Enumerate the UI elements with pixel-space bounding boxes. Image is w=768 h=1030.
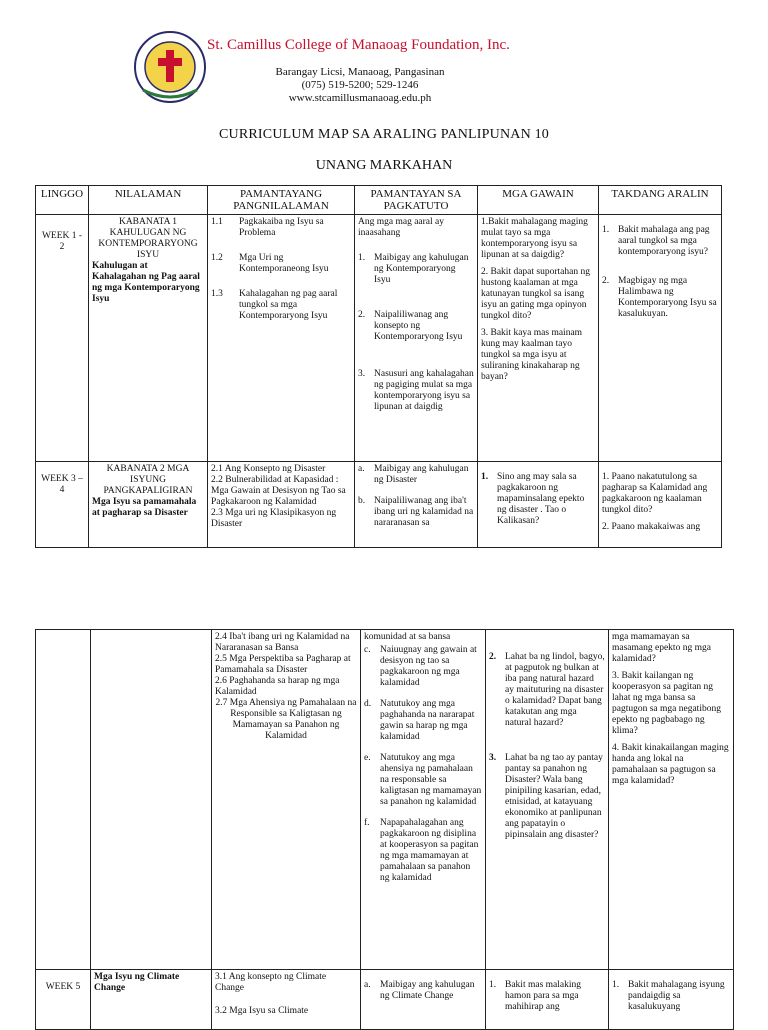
week-cell: WEEK 1 - 2 bbox=[36, 215, 89, 462]
gawain-cell: 1. Bakit mas malaking hamon para sa mga mahihirap ang bbox=[486, 970, 609, 1030]
school-name: St. Camillus College of Manaoag Foundation, Inc. bbox=[207, 37, 510, 53]
col-linggo: LINGGO bbox=[36, 186, 89, 215]
ps-cell: a. Maibigay ang kahulugan ng Climate Change bbox=[361, 970, 486, 1030]
nilalaman-cell: KABANATA 2 MGA ISYUNG PANGKAPALIGIRAN Mga Isyu sa pamamahala at pagharap sa Disaster bbox=[89, 462, 208, 548]
col-pamantayan-sa-pagkatuto: PAMANTAYAN SA PAGKATUTO bbox=[355, 186, 478, 215]
school-contact bbox=[245, 66, 475, 105]
col-nilalaman: NILALAMAN bbox=[89, 186, 208, 215]
col-takdang-aralin: TAKDANG ARALIN bbox=[599, 186, 722, 215]
website: www.stcamillusmanaoag.edu.ph bbox=[288, 92, 432, 104]
table-row bbox=[36, 462, 722, 548]
phone: (075) 519-5200; 529-1246 bbox=[301, 79, 419, 91]
curriculum-table-part2 bbox=[35, 629, 734, 1030]
school-seal-logo bbox=[133, 30, 207, 104]
takdang-cell: 1. Paano nakatutulong sa pagharap sa Kalamidad ang pagkakaroon ng kaalaman tungkol dito? 2. Paano makakaiwas ang bbox=[599, 462, 722, 548]
pp-cell: 1.1 Pagkakaiba ng Isyu sa Problema 1.2 Mga Uri ng Kontemporaneong Isyu 1.3 Kahalagahan ng pag aaral tungkol sa mga Kontemporaryong Isyu bbox=[208, 215, 355, 462]
takdang-cell: mga mamamayan sa masamang epekto ng mga kalamidad? 3. Bakit kailangan ng kooperasyon sa pagitan ng lahat ng mga bansa sa pagtugon sa mga negatibong epekto ng pagbabago ng klima? 4. Bakit kinakailangan maging handa ang lokal na pamahalaan sa pagtugon sa mga kalamidad? bbox=[609, 630, 734, 970]
week-cell bbox=[36, 630, 91, 970]
document-subtitle: UNANG MARKAHAN bbox=[315, 158, 453, 173]
table-row bbox=[36, 630, 734, 970]
ps-cell: komunidad at sa bansa c. Naiuugnay ang gawain at desisyon ng tao sa pagkakaroon ng mga kalamidad d. Natutukoy ang mga paghahanda na nararapat gawin sa harap ng mga kalamidad e. Natutukoy ang mga ahensiya ng pamahalaan na responsable sa kaligtasan ng mamamayan sa panahon ng kalamidad f. Napapahalagahan ang pagkakaroon ng disiplina at kooperasyon sa pagitan ng mga mamamayan at pamahalaan sa panahon ng kalamidad bbox=[361, 630, 486, 970]
nilalaman-cell bbox=[91, 630, 212, 970]
table-row bbox=[36, 215, 722, 462]
pp-cell: 2.1 Ang Konsepto ng Disaster 2.2 Bulnerabilidad at Kapasidad : Mga Gawain at Desisyon ng Tao sa Pagkakaroon ng Kalamidad 2.3 Mga uri ng Klasipikasyon ng Disaster bbox=[208, 462, 355, 548]
week-cell: WEEK 5 bbox=[36, 970, 91, 1030]
nilalaman-cell: KABANATA 1 KAHULUGAN NG KONTEMPORARYONG ISYU Kahulugan at Kahalagahan ng Pag aaral ng mga Kontemporaryong Isyu bbox=[89, 215, 208, 462]
document-header bbox=[0, 0, 768, 180]
curriculum-table-part1 bbox=[35, 185, 722, 548]
week-cell: WEEK 3 – 4 bbox=[36, 462, 89, 548]
table-header-row bbox=[36, 186, 722, 215]
gawain-cell: 1.Bakit mahalagang maging mulat tayo sa mga kontemporaryong isyu sa lipunan at sa daigdig? 2. Bakit dapat suportahan ng hustong kaalaman at mga katunayan tungkol sa isang isyu an gating mga opinyon tungkol dito? 3. Bakit kaya mas mainam kung may kaalman tayo tungkol sa mga isyu at suliraning kinakaharap ng bayan? bbox=[478, 215, 599, 462]
col-pamantayang-pangnilalaman: PAMANTAYANG PANGNILALAMAN bbox=[208, 186, 355, 215]
pp-cell: 3.1 Ang konsepto ng Climate Change 3.2 Mga Isyu sa Climate bbox=[212, 970, 361, 1030]
takdang-cell: 1. Bakit mahalagang isyung pandaigdig sa kasalukuyang bbox=[609, 970, 734, 1030]
nilalaman-cell: Mga Isyu ng Climate Change bbox=[91, 970, 212, 1030]
ps-cell: Ang mga mag aaral ay inaasahang 1. Maibigay ang kahulugan ng Kontemporaryong Isyu 2. Naipaliliwanag ang konsepto ng Kontemporaryong Isyu 3. Nasusuri ang kahalagahan ng pagiging mulat sa mga kontemporaryong isyu sa lipunan at daigdig bbox=[355, 215, 478, 462]
pp-cell: 2.4 Iba't ibang uri ng Kalamidad na Nararanasan sa Bansa 2.5 Mga Perspektiba sa Pagharap at Pamamahala sa Disaster 2.6 Paghahanda sa harap ng mga Kalamidad 2.7 Mga Ahensiya ng Pamahalaan na Responsible sa Kaligtasan ng Mamamayan sa Panahon ng Kalamidad bbox=[212, 630, 361, 970]
ps-cell: a. Maibigay ang kahulugan ng Disaster b. Naipaliliwanag ang iba't ibang uri ng kalamidad na nararanasan sa bbox=[355, 462, 478, 548]
table-row bbox=[36, 970, 734, 1030]
gawain-cell: 2. Lahat ba ng lindol, bagyo, at pagputok ng bulkan at iba pang natural hazard ay maituturing na disaster o kalamidad? Dapat bang katakutan ang mga natural hazard? 3. Lahat ba ng tao ay pantay pantay sa panahon ng Disaster? Wala bang pinipiling kasarian, edad, etnisidad, at katayuang ekonomiko at panlipunan ang papatayin o pipinsalain ang disaster? bbox=[486, 630, 609, 970]
document-title: CURRICULUM MAP SA ARALING PANLIPUNAN 10 bbox=[219, 127, 549, 142]
gawain-cell: 1. Sino ang may sala sa pagkakaroon ng mapaminsalang epekto ng disaster . Tao o Kalikasan? bbox=[478, 462, 599, 548]
address: Barangay Licsi, Manaoag, Pangasinan bbox=[275, 66, 445, 78]
takdang-cell: 1. Bakit mahalaga ang pag aaral tungkol sa mga kontemporaryong isyu? 2. Magbigay ng mga Halimbawa ng Kontemporaryong Isyu sa kasalukuyan. bbox=[599, 215, 722, 462]
col-mga-gawain: MGA GAWAIN bbox=[478, 186, 599, 215]
